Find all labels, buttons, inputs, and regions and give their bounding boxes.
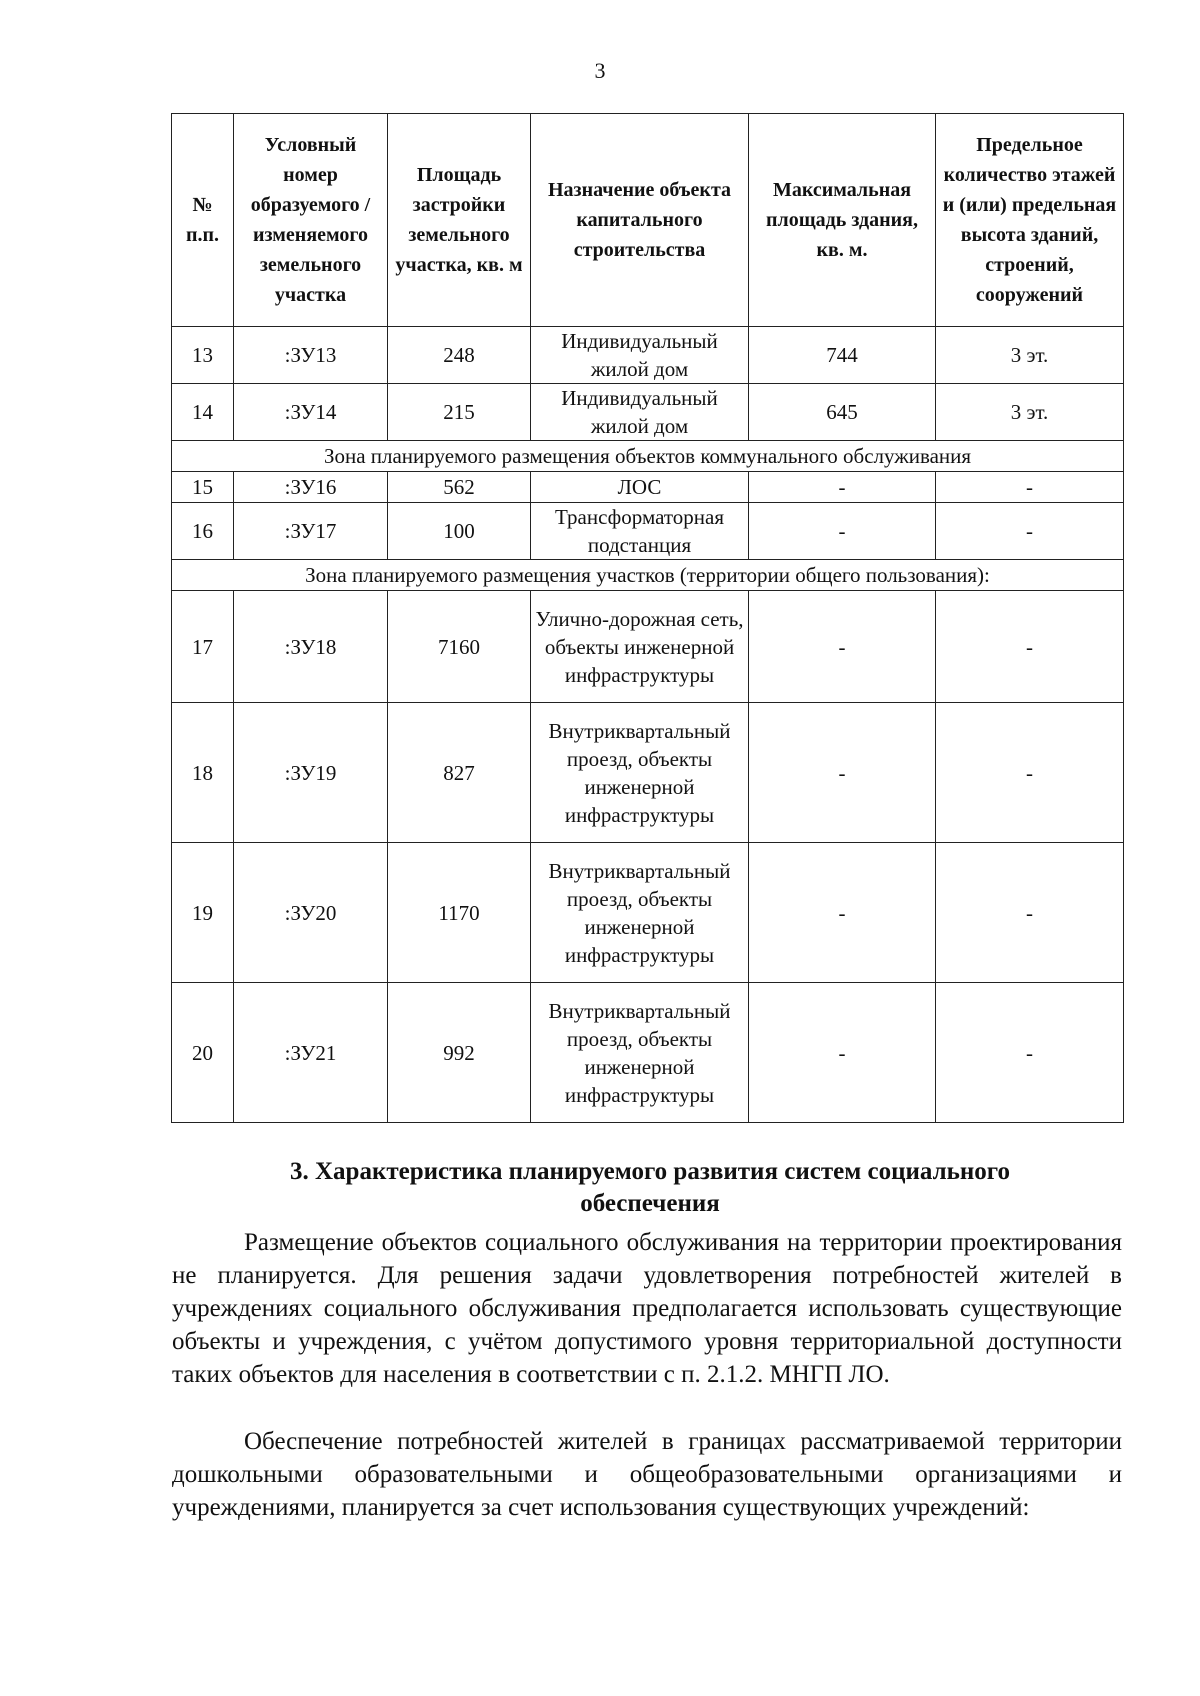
cell-plot-id: :ЗУ18 — [234, 591, 388, 703]
cell-max-area: - — [749, 472, 936, 503]
cell-purpose: Внутриквартальный проезд, объекты инженерной инфраструктуры — [531, 983, 749, 1123]
cell-number: 20 — [172, 983, 234, 1123]
cell-floors: - — [936, 503, 1124, 560]
cell-purpose: ЛОС — [531, 472, 749, 503]
table-header-row — [172, 114, 1124, 327]
table-row — [172, 327, 1124, 384]
header-number: № п.п. — [172, 114, 234, 327]
cell-max-area: - — [749, 703, 936, 843]
cell-plot-id: :ЗУ17 — [234, 503, 388, 560]
cell-max-area: - — [749, 983, 936, 1123]
cell-area: 1170 — [388, 843, 531, 983]
table-row — [172, 591, 1124, 703]
cell-plot-id: :ЗУ14 — [234, 384, 388, 441]
cell-purpose: Внутриквартальный проезд, объекты инженерной инфраструктуры — [531, 843, 749, 983]
header-max-area: Максимальная площадь здания, кв. м. — [749, 114, 936, 327]
section-title: 3. Характеристика планируемого развития систем социального обеспечения — [290, 1158, 1010, 1217]
cell-area: 827 — [388, 703, 531, 843]
cell-area: 248 — [388, 327, 531, 384]
cell-purpose: Улично-дорожная сеть, объекты инженерной инфраструктуры — [531, 591, 749, 703]
cell-plot-id: :ЗУ19 — [234, 703, 388, 843]
cell-area: 992 — [388, 983, 531, 1123]
cell-max-area: - — [749, 843, 936, 983]
cell-number: 15 — [172, 472, 234, 503]
cell-plot-id: :ЗУ13 — [234, 327, 388, 384]
cell-area: 7160 — [388, 591, 531, 703]
cell-purpose: Внутриквартальный проезд, объекты инженерной инфраструктуры — [531, 703, 749, 843]
cell-max-area: - — [749, 591, 936, 703]
zone-row — [172, 441, 1124, 472]
cell-purpose: Индивидуальный жилой дом — [531, 384, 749, 441]
cell-number: 16 — [172, 503, 234, 560]
cell-area: 562 — [388, 472, 531, 503]
table-row — [172, 703, 1124, 843]
table-row — [172, 472, 1124, 503]
cell-number: 18 — [172, 703, 234, 843]
paragraph-social-services: Размещение объектов социального обслуживания на территории проектирования не планируется. Для решения задачи удовлетворения потребностей жителей в учреждениях социального обслуживания предполагается использовать существующие объекты и учреждения, с учётом допустимого уровня территориальной доступности таких объектов для населения в соответствии с п. 2.1.2. МНГП ЛО. — [172, 1229, 1122, 1388]
cell-purpose: Трансформаторная подстанция — [531, 503, 749, 560]
paragraph-education: Обеспечение потребностей жителей в границах рассматриваемой территории дошкольными образовательными и общеобразовательными организациями и учреждениями, планируется за счет использования существующих учреждений: — [172, 1428, 1122, 1521]
cell-floors: - — [936, 843, 1124, 983]
cell-number: 13 — [172, 327, 234, 384]
cell-floors: 3 эт. — [936, 384, 1124, 441]
zone-utilities-label: Зона планируемого размещения объектов коммунального обслуживания — [172, 441, 1124, 472]
cell-max-area: 645 — [749, 384, 936, 441]
cell-floors: - — [936, 703, 1124, 843]
cell-max-area: - — [749, 503, 936, 560]
zone-public-label: Зона планируемого размещения участков (территории общего пользования): — [172, 560, 1124, 591]
land-plots-table — [171, 113, 1124, 1123]
cell-number: 17 — [172, 591, 234, 703]
cell-floors: - — [936, 472, 1124, 503]
table-row — [172, 503, 1124, 560]
cell-number: 19 — [172, 843, 234, 983]
cell-plot-id: :ЗУ16 — [234, 472, 388, 503]
header-building-area: Площадь застройки земельного участка, кв. м — [388, 114, 531, 327]
zone-row — [172, 560, 1124, 591]
header-plot-id: Условный номер образуемого /изменяемого земельного участка — [234, 114, 388, 327]
cell-number: 14 — [172, 384, 234, 441]
cell-floors: - — [936, 983, 1124, 1123]
cell-floors: - — [936, 591, 1124, 703]
table-row — [172, 843, 1124, 983]
cell-area: 215 — [388, 384, 531, 441]
header-floors: Предельное количество этажей и (или) предельная высота зданий, строений, сооружений — [936, 114, 1124, 327]
header-purpose: Назначение объекта капитального строительства — [531, 114, 749, 327]
table-row — [172, 983, 1124, 1123]
page-number: 3 — [594, 58, 606, 83]
cell-floors: 3 эт. — [936, 327, 1124, 384]
cell-purpose: Индивидуальный жилой дом — [531, 327, 749, 384]
cell-plot-id: :ЗУ20 — [234, 843, 388, 983]
cell-area: 100 — [388, 503, 531, 560]
cell-plot-id: :ЗУ21 — [234, 983, 388, 1123]
cell-max-area: 744 — [749, 327, 936, 384]
table-row — [172, 384, 1124, 441]
